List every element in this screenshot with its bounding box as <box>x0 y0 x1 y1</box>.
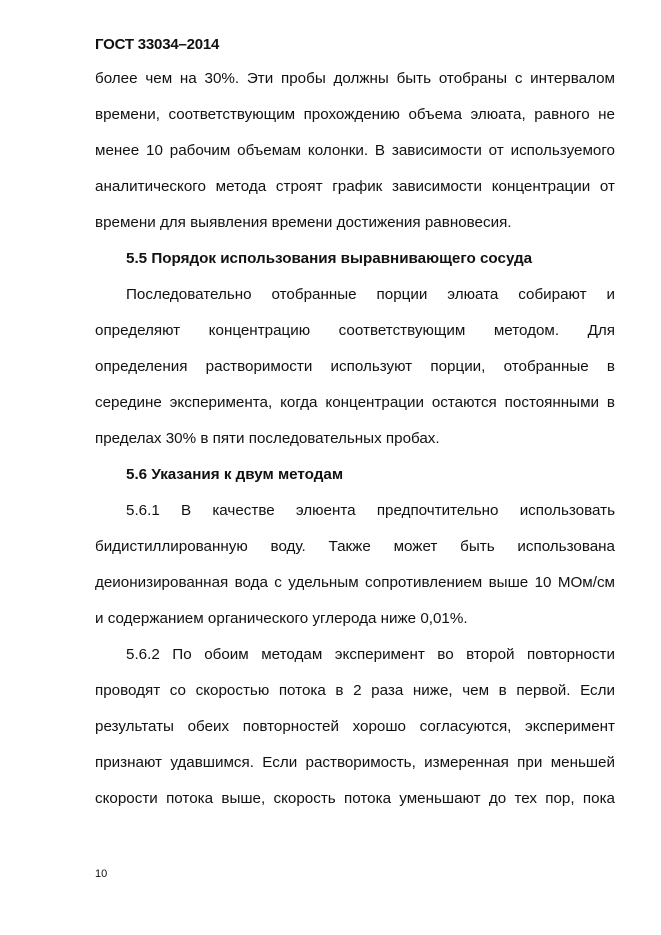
section-heading-5-6: 5.6 Указания к двум методам <box>126 466 344 483</box>
text-line: 5.6.2 По обоим методам эксперимент во второй повторности <box>126 646 615 663</box>
document-header: ГОСТ 33034–2014 <box>95 36 220 53</box>
text-line: времени для выявления времени достижения равновесия. <box>95 214 512 231</box>
text-line: определяют концентрацию соответствующим методом. Для <box>95 322 615 339</box>
text-line: более чем на 30%. Эти пробы должны быть отобраны с интервалом <box>95 70 615 87</box>
text-line: скорости потока выше, скорость потока уменьшают до тех пор, пока <box>95 790 615 807</box>
text-line: 5.6.1 В качестве элюента предпочтительно использовать <box>126 502 615 519</box>
text-line: Последовательно отобранные порции элюата собирают и <box>126 286 615 303</box>
text-line: пределах 30% в пяти последовательных пробах. <box>95 430 440 447</box>
text-line: проводят со скоростью потока в 2 раза ниже, чем в первой. Если <box>95 682 615 699</box>
text-line: признают удавшимся. Если растворимость, измеренная при меньшей <box>95 754 615 771</box>
text-line: результаты обеих повторностей хорошо согласуются, эксперимент <box>95 718 615 735</box>
text-line: менее 10 рабочим объемам колонки. В зависимости от используемого <box>95 142 615 159</box>
text-line: определения растворимости используют порции, отобранные в <box>95 358 615 375</box>
text-line: аналитического метода строят график зависимости концентрации от <box>95 178 615 195</box>
text-line: середине эксперимента, когда концентрации остаются постоянными в <box>95 394 615 411</box>
text-line: деионизированная вода с удельным сопротивлением выше 10 МОм/см <box>95 574 615 591</box>
text-line: и содержанием органического углерода ниже 0,01%. <box>95 610 468 627</box>
text-line: бидистиллированную воду. Также может быть использована <box>95 538 615 555</box>
page-number: 10 <box>95 868 108 880</box>
section-heading-5-5: 5.5 Порядок использования выравнивающего сосуда <box>126 250 533 267</box>
text-line: времени, соответствующим прохождению объема элюата, равного не <box>95 106 615 123</box>
